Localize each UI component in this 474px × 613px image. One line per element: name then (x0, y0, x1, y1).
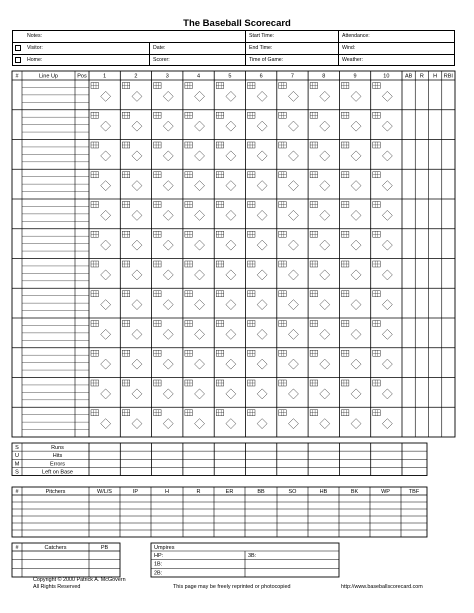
inning-header: 7 (290, 73, 294, 80)
base-diamond (351, 300, 361, 310)
r-header: R (419, 73, 424, 80)
base-diamond (288, 240, 298, 250)
base-diamond (195, 240, 205, 250)
umpire-1b-label: 1B: (154, 561, 163, 568)
wind-label: Wind: (342, 45, 356, 51)
base-diamond (101, 270, 111, 280)
base-diamond (226, 181, 236, 191)
base-diamond (195, 389, 205, 399)
base-diamond (351, 210, 361, 220)
base-diamond (382, 419, 392, 429)
base-diamond (132, 151, 142, 161)
base-diamond (320, 181, 330, 191)
pitchers-header: W/L/S (97, 489, 112, 495)
base-diamond (288, 91, 298, 101)
base-diamond (101, 91, 111, 101)
base-diamond (288, 300, 298, 310)
base-diamond (163, 240, 173, 250)
summary-row-label: Left on Base (42, 469, 73, 476)
base-diamond (132, 359, 142, 369)
base-diamond (226, 300, 236, 310)
pitchers-header: WP (381, 489, 390, 495)
time-of-game-label: Time of Game: (249, 57, 284, 63)
base-diamond (257, 181, 267, 191)
pitchers-header: BK (350, 489, 359, 495)
catchers-header: # (15, 545, 19, 551)
pitchers-header: ER (225, 489, 234, 495)
inning-header: 10 (383, 73, 390, 80)
base-diamond (163, 300, 173, 310)
base-diamond (351, 389, 361, 399)
base-diamond (226, 329, 236, 339)
pitchers-header: # (15, 489, 19, 495)
base-diamond (382, 210, 392, 220)
base-diamond (288, 419, 298, 429)
base-diamond (257, 300, 267, 310)
base-diamond (163, 181, 173, 191)
base-diamond (288, 359, 298, 369)
h-header: H (433, 73, 438, 80)
base-diamond (226, 240, 236, 250)
base-diamond (163, 329, 173, 339)
base-diamond (351, 121, 361, 131)
base-diamond (288, 121, 298, 131)
base-diamond (288, 389, 298, 399)
inning-header: 8 (322, 73, 326, 80)
base-diamond (101, 181, 111, 191)
rights-text: All Rights Reserved (33, 584, 81, 590)
summary-letter: S (15, 469, 19, 476)
inning-header: 6 (259, 73, 263, 80)
base-diamond (257, 270, 267, 280)
summary-letter: U (15, 453, 19, 460)
base-diamond (226, 91, 236, 101)
base-diamond (351, 91, 361, 101)
base-diamond (163, 389, 173, 399)
base-diamond (132, 240, 142, 250)
base-diamond (320, 389, 330, 399)
base-diamond (101, 240, 111, 250)
scorer-label: Scorer: (153, 57, 170, 63)
base-diamond (226, 270, 236, 280)
base-diamond (320, 210, 330, 220)
base-diamond (320, 270, 330, 280)
base-diamond (132, 329, 142, 339)
pitchers-header: Pitchers (45, 489, 66, 495)
base-diamond (382, 300, 392, 310)
base-diamond (320, 240, 330, 250)
umpire-3b-label: 3B: (248, 553, 257, 559)
attendance-label: Attendance: (342, 33, 370, 39)
base-diamond (257, 91, 267, 101)
base-diamond (288, 151, 298, 161)
base-diamond (163, 151, 173, 161)
page-title: The Baseball Scorecard (183, 18, 291, 29)
website-link[interactable]: http://www.baseballscorecard.com (341, 584, 423, 590)
base-diamond (257, 329, 267, 339)
base-diamond (226, 151, 236, 161)
umpires-title: Umpires (154, 545, 175, 551)
base-diamond (132, 210, 142, 220)
base-diamond (163, 359, 173, 369)
base-diamond (132, 181, 142, 191)
base-diamond (101, 329, 111, 339)
summary-row-label: Runs (51, 445, 64, 451)
base-diamond (195, 329, 205, 339)
inning-header: 3 (165, 73, 169, 80)
base-diamond (132, 389, 142, 399)
base-diamond (257, 210, 267, 220)
copyright-text: Copyright © 2000 Patrick A. McGovern (33, 577, 126, 583)
base-diamond (351, 240, 361, 250)
base-diamond (257, 121, 267, 131)
base-diamond (226, 389, 236, 399)
base-diamond (320, 300, 330, 310)
base-diamond (101, 419, 111, 429)
base-diamond (195, 210, 205, 220)
base-diamond (226, 419, 236, 429)
pitchers-header: BB (257, 489, 265, 495)
summary-row-label: Hits (52, 453, 63, 460)
inning-header: 2 (134, 73, 138, 80)
base-diamond (195, 181, 205, 191)
base-diamond (257, 389, 267, 399)
base-diamond (288, 181, 298, 191)
date-label: Date: (153, 45, 166, 51)
base-diamond (195, 121, 205, 131)
base-diamond (382, 389, 392, 399)
pitchers-header: R (196, 489, 201, 495)
base-diamond (320, 329, 330, 339)
base-diamond (101, 300, 111, 310)
home-label: Home: (27, 57, 43, 63)
notes-label: Notes: (27, 33, 42, 39)
inning-header: 9 (353, 73, 357, 80)
ab-header: AB (404, 73, 413, 80)
base-diamond (226, 359, 236, 369)
base-diamond (382, 359, 392, 369)
lineup-header: Line Up (39, 73, 58, 80)
base-diamond (132, 270, 142, 280)
base-diamond (351, 329, 361, 339)
base-diamond (382, 270, 392, 280)
base-diamond (163, 419, 173, 429)
num-header: # (15, 73, 19, 80)
base-diamond (382, 240, 392, 250)
base-diamond (382, 329, 392, 339)
base-diamond (195, 91, 205, 101)
base-diamond (163, 210, 173, 220)
summary-letter: S (15, 445, 19, 451)
umpire-hp-label: HP: (154, 553, 164, 559)
base-diamond (195, 300, 205, 310)
base-diamond (382, 91, 392, 101)
end-time-label: End Time: (249, 45, 273, 51)
summary-letter: M (14, 461, 20, 468)
base-diamond (132, 419, 142, 429)
base-diamond (320, 121, 330, 131)
base-diamond (195, 359, 205, 369)
base-diamond (351, 151, 361, 161)
base-diamond (351, 181, 361, 191)
pitchers-box (12, 487, 427, 537)
base-diamond (132, 121, 142, 131)
base-diamond (226, 210, 236, 220)
start-time-label: Start Time: (249, 33, 275, 39)
base-diamond (320, 151, 330, 161)
base-diamond (132, 300, 142, 310)
base-diamond (288, 329, 298, 339)
visitor-label: Visitor: (27, 45, 43, 51)
base-diamond (101, 121, 111, 131)
base-diamond (320, 91, 330, 101)
pos-header: Pos (77, 73, 87, 80)
catchers-header: Catchers (44, 545, 67, 551)
base-diamond (195, 419, 205, 429)
base-diamond (163, 121, 173, 131)
base-diamond (288, 270, 298, 280)
umpire-2b-label: 2B: (154, 570, 163, 577)
base-diamond (132, 91, 142, 101)
lineup-grid-border (12, 71, 455, 437)
base-diamond (257, 359, 267, 369)
base-diamond (351, 270, 361, 280)
base-diamond (320, 419, 330, 429)
base-diamond (101, 389, 111, 399)
base-diamond (320, 359, 330, 369)
weather-label: Weather: (342, 57, 363, 63)
base-diamond (163, 270, 173, 280)
base-diamond (351, 359, 361, 369)
pitchers-header: SO (288, 489, 297, 495)
inning-header: 5 (228, 73, 232, 80)
inning-header: 1 (103, 73, 107, 80)
base-diamond (195, 270, 205, 280)
base-diamond (101, 359, 111, 369)
inning-header: 4 (197, 73, 201, 80)
base-diamond (257, 419, 267, 429)
pitchers-header: IP (132, 489, 139, 495)
base-diamond (288, 210, 298, 220)
base-diamond (351, 419, 361, 429)
base-diamond (257, 240, 267, 250)
base-diamond (257, 151, 267, 161)
pitchers-header: TBF (408, 489, 420, 495)
rbi-header: RBI (443, 73, 453, 80)
catchers-header: PB (100, 545, 109, 551)
reprint-notice: This page may be freely reprinted or photocopied (173, 584, 291, 590)
base-diamond (382, 121, 392, 131)
base-diamond (382, 151, 392, 161)
base-diamond (226, 121, 236, 131)
base-diamond (163, 91, 173, 101)
base-diamond (101, 151, 111, 161)
base-diamond (101, 210, 111, 220)
base-diamond (195, 151, 205, 161)
summary-row-label: Errors (50, 461, 65, 468)
pitchers-header: H (165, 489, 169, 495)
pitchers-header: HB (319, 489, 328, 495)
base-diamond (382, 181, 392, 191)
